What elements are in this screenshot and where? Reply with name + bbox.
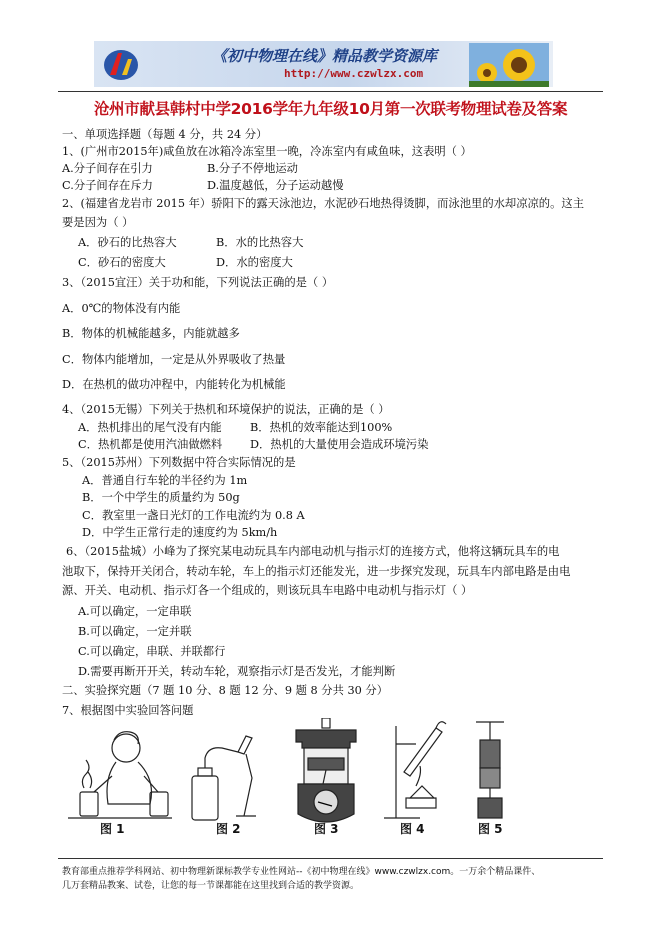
- q1-stem: 1、(广州市2015年)咸鱼放在冰箱冷冻室里一晚，冷冻室内有咸鱼味，这表明（ ）: [62, 145, 472, 158]
- q4-option-c: C．热机都是使用汽油做燃料: [78, 438, 223, 451]
- q4-option-d: D．热机的大量使用会造成环境污染: [250, 438, 429, 451]
- q6-stem-line3: 源、开关、电动机、指示灯各一个组成的，则该玩具车电路中电动机与指示灯（ ）: [62, 584, 473, 597]
- q5-stem: 5、（2015苏州）下列数据中符合实际情况的是: [62, 456, 296, 469]
- q3-option-d: D．在热机的做功冲程中，内能转化为机械能: [62, 378, 286, 391]
- header-banner: [94, 41, 553, 87]
- q2-option-b: B．水的比热容大: [216, 236, 304, 249]
- q3-option-b: B．物体的机械能越多，内能就越多: [62, 327, 240, 340]
- q5-option-a: A．普通自行车轮的半径约为 1m: [82, 474, 248, 487]
- footer-line-2: 几万套精品教案、试卷，让您的每一节课都能在这里找到合适的教学资源。: [62, 881, 360, 891]
- figure-3-label: 图 3: [314, 822, 339, 836]
- q5-option-c: C．教室里一盏日光灯的工作电流约为 0.8 A: [82, 509, 305, 522]
- q6-option-c: C.可以确定，串联、并联都行: [78, 645, 226, 658]
- q4-option-b: B．热机的效率能达到100%: [250, 421, 393, 434]
- q3-option-a: A．0℃的物体没有内能: [62, 302, 181, 315]
- figure-5-label: 图 5: [478, 822, 503, 836]
- q4-option-a: A．热机排出的尾气没有内能: [78, 421, 222, 434]
- figure-1-label: 图 1: [100, 822, 125, 836]
- q7-stem: 7、根据图中实验回答问题: [62, 704, 194, 717]
- section1-heading: 一、单项选择题（每题 4 分，共 24 分）: [62, 128, 268, 141]
- q5-option-d: D．中学生正常行走的速度约为 5km/h: [82, 526, 278, 539]
- q3-stem: 3、（2015宜汪）关于功和能，下列说法正确的是（ ）: [62, 276, 334, 289]
- q2-option-a: A．砂石的比热容大: [78, 236, 177, 249]
- q1-option-c: C.分子间存在斥力: [62, 179, 153, 192]
- q2-option-c: C．砂石的密度大: [78, 256, 166, 269]
- q6-stem-line1: 6、（2015盐城）小峰为了探究某电动玩具车内部电动机与指示灯的连接方式，他将这辆玩具车的电: [66, 545, 560, 558]
- footer-rule: [58, 858, 603, 859]
- q4-stem: 4、（2015无锡）下列关于热机和环境保护的说法，正确的是（ ）: [62, 403, 390, 416]
- q6-option-a: A.可以确定，一定串联: [78, 605, 192, 618]
- footer-line-1: 教育部重点推荐学科网站、初中物理新课标教学专业性网站--《初中物理在线》www.czwlzx.com。一万余个精品课件、: [62, 867, 541, 877]
- q6-stem-line2: 池取下，保持开关闭合，转动车轮，车上的指示灯还能发光，进一步探究发现，玩具车内部电路是由电: [62, 565, 571, 578]
- page-title: 沧州市献县韩村中学2016学年九年级10月第一次联考物理试卷及答案: [93, 100, 568, 118]
- section2-heading: 二、实验探究题（7 题 10 分、8 题 12 分、9 题 8 分共 30 分）: [62, 684, 389, 697]
- q6-option-b: B.可以确定，一定并联: [78, 625, 192, 638]
- figure-4-label: 图 4: [400, 822, 425, 836]
- site-logo-icon: [102, 45, 140, 83]
- sunflower-image-icon: [469, 43, 549, 87]
- q1-option-a: A.分子间存在引力: [62, 162, 153, 175]
- banner-url: http://www.czwlzx.com: [284, 67, 424, 80]
- q2-stem-line2: 要是因为（ ）: [62, 216, 134, 229]
- q5-option-b: B．一个中学生的质量约为 50g: [82, 491, 240, 504]
- banner-title: 《初中物理在线》精品教学资源库: [212, 47, 438, 65]
- q6-option-d: D.需要再断开开关，转动车轮，观察指示灯是否发光，才能判断: [78, 665, 396, 678]
- q2-stem-line1: 2、(福建省龙岩市 2015 年）骄阳下的露天泳池边，水泥砂石地热得烫脚，而泳池里的水却凉凉的。这主: [62, 197, 584, 210]
- figure-2-label: 图 2: [216, 822, 241, 836]
- q1-option-b: B.分子不停地运动: [207, 162, 298, 175]
- q2-option-d: D．水的密度大: [216, 256, 293, 269]
- q1-option-d: D.温度越低，分子运动越慢: [207, 179, 344, 192]
- q3-option-c: C．物体内能增加，一定是从外界吸收了热量: [62, 353, 286, 366]
- header-rule: [58, 91, 603, 92]
